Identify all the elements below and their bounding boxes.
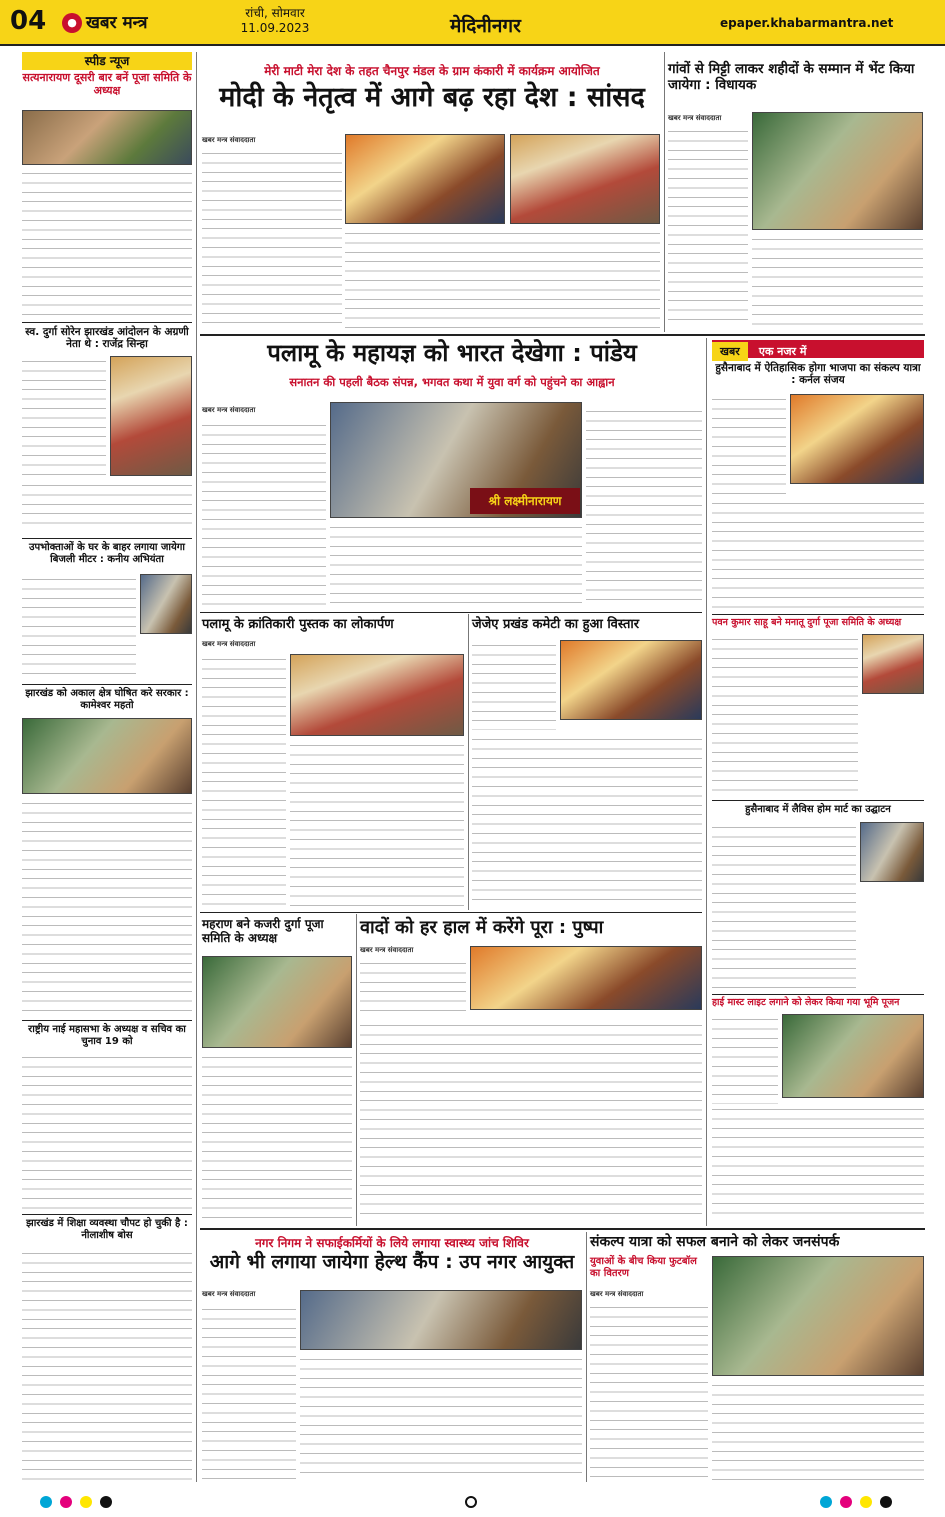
ek-nazar-body-1b — [712, 498, 924, 608]
ek-nazar-headline-2: पवन कुमार साहू बने मनातू दुर्गा पूजा समिति के अध्यक्ष — [712, 617, 902, 628]
mid-right-photo — [560, 640, 702, 720]
second-subhead: सनातन की पहली बैठक संपन्न, भगवत कथा में युवा वर्ग को पहुंचने का आह्वान — [289, 375, 615, 389]
divider — [200, 1228, 925, 1230]
ek-nazar-photo-3 — [860, 822, 924, 882]
mid-right-body-1 — [472, 640, 556, 730]
crosshair-icon — [465, 1496, 477, 1508]
right-top-body-1 — [668, 126, 748, 328]
right-top-headline: गांवों से मिट्टी लाकर शहीदों के सम्मान में भेंट किया जायेगा : विधायक — [668, 61, 915, 93]
lead-kicker: मेरी माटी मेरा देश के तहत चैनपुर मंडल के ग्राम कंकारी में कार्यक्रम आयोजित — [264, 64, 600, 78]
speed-news-band: स्पीड न्यूज — [22, 52, 192, 70]
sidebar-body-2b — [22, 480, 192, 532]
pushpa-body-1 — [360, 958, 466, 1018]
mid-left-headline: पलामू के क्रांतिकारी पुस्तक का लोकार्पण — [202, 617, 394, 632]
pushpa-body-2 — [360, 1020, 702, 1222]
bottom-left-kicker: नगर निगम ने सफाईकर्मियों के लिये लगाया स्वास्थ्य जांच शिविर — [255, 1236, 529, 1250]
registration-dot-icon — [880, 1496, 892, 1508]
sidebar-headline-4: झारखंड को अकाल क्षेत्र घोषित करे सरकार : कामेश्वर महतो — [25, 688, 189, 711]
second-headline: पलामू के महायज्ञ को भारत देखेगा : पांडेय — [267, 339, 637, 367]
registration-dot-icon — [80, 1496, 92, 1508]
mahran-headline: महराण बने कजरी दुर्गा पूजा समिति के अध्यक्ष — [202, 917, 324, 945]
pushpa-headline: वादों को हर हाल में करेंगे पूरा : पुष्पा — [360, 917, 604, 938]
sidebar-headline-2: स्व. दुर्गा सोरेन झारखंड आंदोलन के अग्रणी नेता थे : राजेंद्र सिन्हा — [25, 326, 189, 351]
ek-nazar-band — [712, 340, 924, 358]
sidebar-body-4 — [22, 798, 192, 1016]
registration-dot-icon — [40, 1496, 52, 1508]
bottom-right-body-2 — [712, 1380, 924, 1480]
registration-dot-icon — [860, 1496, 872, 1508]
city-day: रांची, सोमवार — [245, 6, 305, 20]
bottom-right-byline: खबर मन्त्र संवाददाता — [590, 1290, 644, 1298]
second-banner: श्री लक्ष्मीनारायण — [470, 488, 580, 514]
ek-nazar-headline-1: हुसैनाबाद में ऐतिहासिक होगा भाजपा का संकल्प यात्रा : कर्नल संजय — [715, 362, 921, 387]
ek-nazar-body-3 — [712, 822, 856, 990]
right-top-body-2 — [752, 234, 923, 328]
bottom-right-photo — [712, 1256, 924, 1376]
lead-body-col1 — [202, 148, 342, 328]
second-body-col1 — [202, 420, 326, 606]
registration-dot-icon — [100, 1496, 112, 1508]
footer-registration-marks — [0, 1488, 945, 1517]
ek-nazar-headline-4: हाई मास्ट लाइट लगाने को लेकर किया गया भूमि पूजन — [712, 997, 900, 1008]
column-rule — [664, 52, 665, 332]
column-rule — [586, 1232, 587, 1482]
lead-headline: मोदी के नेतृत्व में आगे बढ़ रहा देश : सांसद — [219, 82, 645, 113]
mid-left-photo — [290, 654, 464, 736]
lead-photo-2 — [510, 134, 660, 224]
ek-nazar-body-4 — [712, 1014, 778, 1114]
registration-dot-icon — [840, 1496, 852, 1508]
divider — [22, 684, 192, 685]
brand-name: खबर मन्त्र — [86, 13, 148, 33]
mahran-body — [202, 1052, 352, 1222]
ek-nazar-headline-3: हुसैनाबाद में लैविस होम मार्ट का उद्घाटन — [745, 804, 891, 815]
epaper-url[interactable]: epaper.khabarmantra.net — [720, 16, 894, 30]
sidebar-headline-3: उपभोक्ताओं के घर के बाहर लगाया जायेगा बिजली मीटर : कनीय अभियंता — [28, 542, 186, 565]
sidebar-photo-1 — [22, 110, 192, 165]
ek-nazar-photo-4 — [782, 1014, 924, 1098]
divider — [22, 1214, 192, 1215]
bottom-right-headline: संकल्प यात्रा को सफल बनाने को लेकर जनसंपर्क — [590, 1234, 840, 1250]
lead-body-col2 — [345, 228, 660, 328]
dateline — [230, 6, 320, 36]
brand — [62, 10, 148, 33]
registration-dot-icon — [60, 1496, 72, 1508]
sidebar-headline-6: झारखंड में शिक्षा व्यवस्था चौपट हो चुकी है : नीलाशीष बोस — [26, 1218, 188, 1241]
ek-nazar-body-1 — [712, 394, 786, 494]
divider — [200, 912, 702, 913]
bottom-left-body-2 — [300, 1354, 582, 1480]
divider — [200, 612, 702, 613]
sidebar-body-6 — [22, 1248, 192, 1480]
second-byline: खबर मन्त्र संवाददाता — [202, 406, 256, 414]
pushpa-photo — [470, 946, 702, 1010]
divider — [22, 322, 192, 323]
bottom-left-body-1 — [202, 1304, 296, 1480]
mid-left-body-2 — [290, 740, 464, 908]
bottom-left-byline: खबर मन्त्र संवाददाता — [202, 1290, 256, 1298]
edition-name: मेदिनीनगर — [450, 15, 521, 37]
registration-dot-icon — [820, 1496, 832, 1508]
pushpa-byline: खबर मन्त्र संवाददाता — [360, 946, 414, 954]
sidebar-photo-4 — [22, 718, 192, 794]
column-rule — [356, 914, 357, 1226]
second-body-col3 — [586, 406, 702, 606]
ek-nazar-body-2 — [712, 634, 858, 794]
ek-nazar-body-4b — [712, 1104, 924, 1222]
masthead — [0, 0, 945, 46]
divider — [712, 614, 924, 615]
sidebar-body-1 — [22, 168, 192, 318]
right-top-byline: खबर मन्त्र संवाददाता — [668, 114, 722, 122]
ek-nazar-photo-2 — [862, 634, 924, 694]
divider — [712, 994, 924, 995]
divider — [22, 1020, 192, 1021]
bottom-left-headline: आगे भी लगाया जायेगा हेल्थ कैंप : उप नगर आयुक्त — [209, 1251, 575, 1273]
bottom-left-photo — [300, 1290, 582, 1350]
sidebar-headline-1: सत्यनारायण दूसरी बार बनें पूजा समिति के अध्यक्ष — [22, 71, 192, 97]
bottom-right-body-1 — [590, 1302, 708, 1480]
column-rule — [706, 338, 707, 1226]
lead-byline: खबर मन्त्र संवाददाता — [202, 136, 256, 144]
ek-nazar-photo-1 — [790, 394, 924, 484]
page-number: 04 — [10, 6, 47, 36]
mid-right-headline: जेजेए प्रखंड कमेटी का हुआ विस्तार — [472, 617, 640, 632]
divider — [22, 538, 192, 539]
brand-logo-icon: ● — [62, 13, 82, 33]
lead-photo-1 — [345, 134, 505, 224]
bottom-right-subhead: युवाओं के बीच किया फुटबॉल का वितरण — [590, 1256, 697, 1279]
ek-nazar-tag1: खबर — [712, 342, 748, 361]
mid-left-body-1 — [202, 654, 286, 908]
column-rule — [468, 614, 469, 910]
mid-right-body-2 — [472, 734, 702, 908]
sidebar-photo-3 — [140, 574, 192, 634]
sidebar-body-5 — [22, 1052, 192, 1212]
column-rule — [196, 52, 197, 1482]
mid-left-byline: खबर मन्त्र संवाददाता — [202, 640, 256, 648]
divider — [200, 334, 925, 336]
sidebar-body-3 — [22, 574, 136, 674]
sidebar-headline-5: राष्ट्रीय नाई महासभा के अध्यक्ष व सचिव का चुनाव 19 को — [28, 1024, 186, 1047]
right-top-photo — [752, 112, 923, 230]
mahran-photo — [202, 956, 352, 1048]
sidebar-photo-2 — [110, 356, 192, 476]
date: 11.09.2023 — [240, 21, 310, 35]
second-body-col2 — [330, 522, 582, 606]
divider — [712, 800, 924, 801]
ek-nazar-tag2: एक नजर में — [758, 345, 807, 358]
